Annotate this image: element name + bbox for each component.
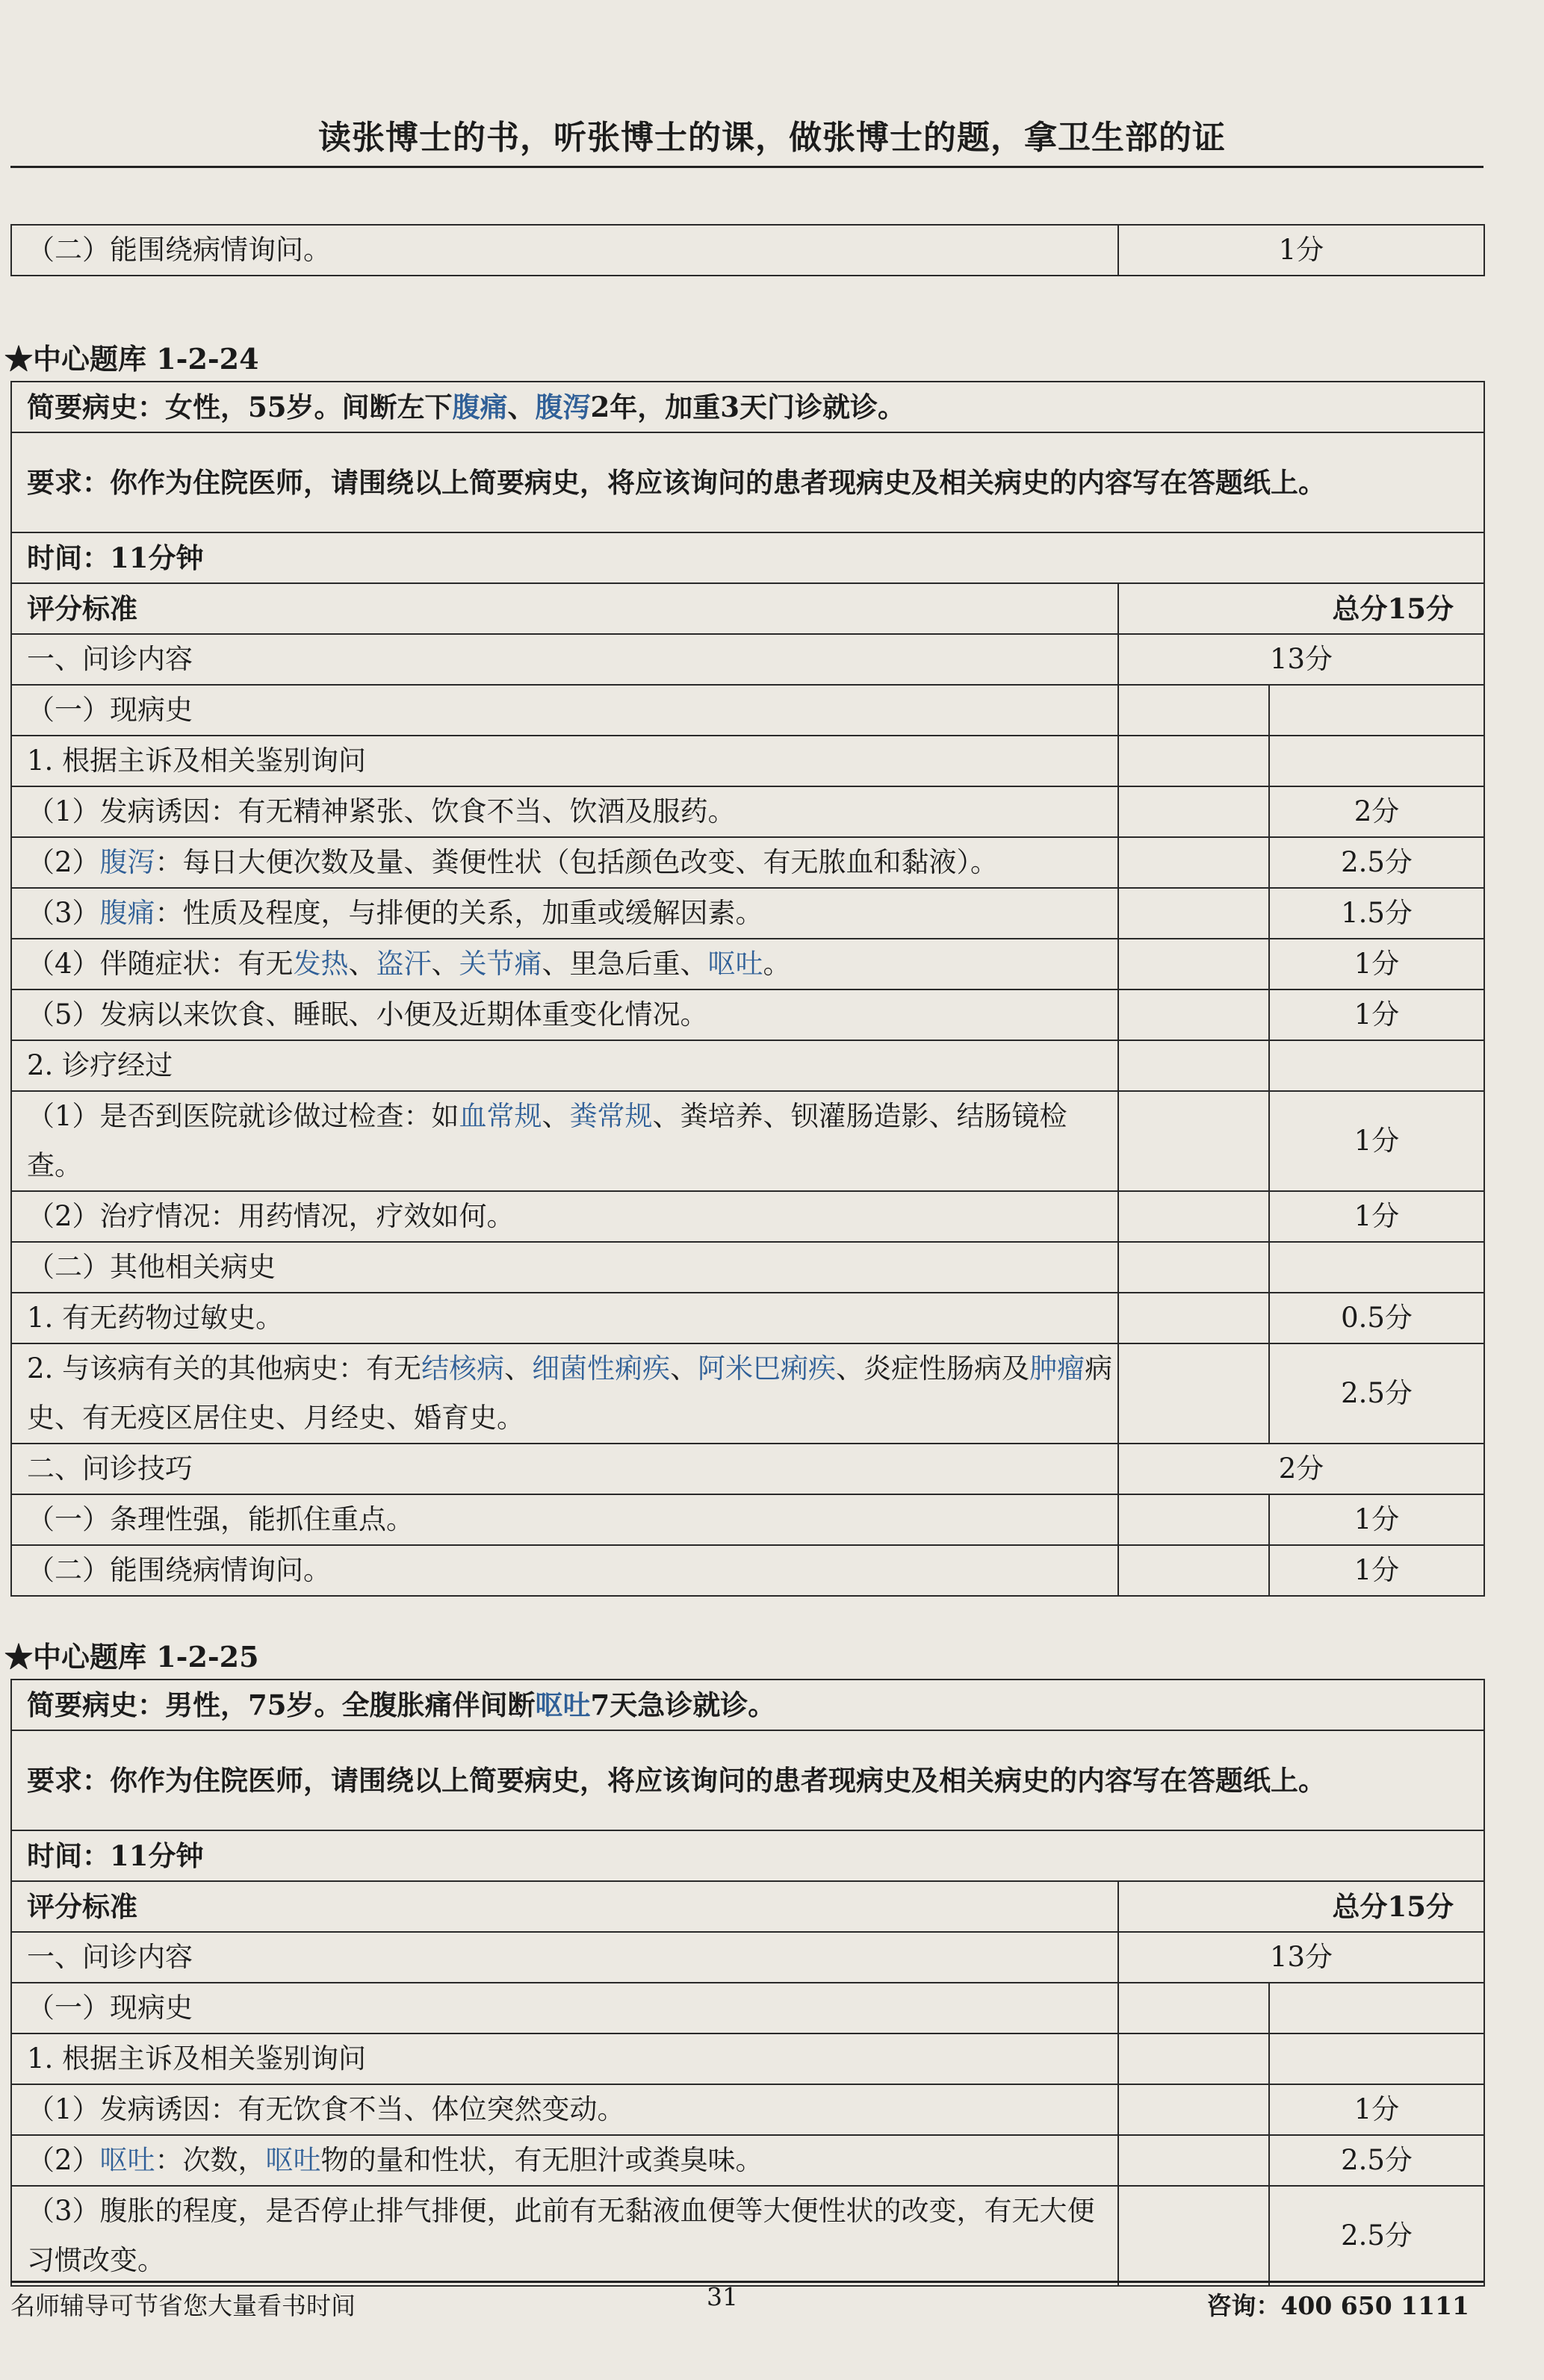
item-score: 1分 [1269,1191,1484,1242]
empty-cell [1118,837,1269,888]
text-segment: （5）发病以来饮食、睡眠、小便及近期体重变化情况。 [27,998,708,1031]
table-row [11,532,1484,583]
text-segment: 、 [542,1100,570,1132]
criteria-item [11,2033,1118,2084]
table-row [11,1494,1484,1545]
empty-cell [1118,2033,1269,2084]
table-row [11,432,1484,532]
highlighted-term: 盗汗 [376,948,432,980]
empty-cell [1118,736,1269,786]
criteria-item [11,1932,1118,1983]
table-row [11,989,1484,1040]
criteria-item [11,888,1118,939]
table-row [11,1830,1484,1881]
table-row [11,1932,1484,1983]
item-score [1269,736,1484,786]
table-row [11,382,1484,432]
footer-contact: 咨询：400 650 1111 [1206,2291,1469,2320]
text-segment: ：次数， [155,2144,266,2176]
item-score: 1分 [1269,1494,1484,1545]
empty-cell [1118,1191,1269,1242]
total-score: 总分15分 [1118,1881,1484,1932]
text-segment: 病史、有无疫区居住史、月经史、婚育史。 [27,1352,1113,1434]
item-score [1269,685,1484,736]
criteria-item [11,989,1118,1040]
text-segment: （3） [27,897,100,929]
text-segment: 、 [431,948,459,980]
criteria-item [11,736,1118,786]
criteria-item [11,1293,1118,1343]
empty-cell [1118,1494,1269,1545]
table-row [11,1983,1484,2033]
table-row [11,1091,1484,1191]
text-segment: 1. 有无药物过敏史。 [27,1302,284,1334]
question-bank-title: ★中心题库 1-2-24 [4,342,259,376]
criteria-label: 评分标准 [11,1881,1118,1932]
item-score: 2.5分 [1269,2186,1484,2286]
table-row [11,1545,1484,1596]
empty-cell [1118,1293,1269,1343]
empty-cell [1118,1091,1269,1191]
empty-cell [1118,888,1269,939]
criteria-item [11,1191,1118,1242]
footer-slogan: 名师辅导可节省您大量看书时间 [10,2291,356,2320]
highlighted-term: 腹痛 [452,391,508,423]
text-segment: （2）治疗情况：用药情况，疗效如何。 [27,1200,515,1232]
text-segment: （1）是否到医院就诊做过检查：如 [27,1100,459,1132]
table-row [11,939,1484,989]
text-segment: 2. 与该病有关的其他病史：有无 [27,1352,422,1385]
section-score: 2分 [1118,1444,1484,1494]
empty-cell [1118,786,1269,837]
criteria-item [11,1983,1118,2033]
question-bank-title: ★中心题库 1-2-25 [4,1640,259,1674]
question-bank-table [10,1679,1485,2287]
time-limit: 时间：11分钟 [11,1830,1484,1881]
text-segment: （2） [27,2144,100,2176]
table-row [11,1680,1484,1730]
table-row [11,2033,1484,2084]
criteria-item [11,685,1118,736]
item-score: 2.5分 [1269,2135,1484,2186]
text-segment: （一）现病史 [27,694,193,726]
criteria-item [11,2084,1118,2135]
text-segment: 简要病史：男性，75岁。全腹胀痛伴间断 [27,1688,536,1721]
text-segment: 。 [763,948,791,980]
item-score: 1分 [1269,939,1484,989]
text-segment: ：性质及程度，与排便的关系，加重或缓解因素。 [155,897,763,929]
table-row [11,225,1484,276]
highlighted-term: 阿米巴痢疾 [698,1352,837,1385]
empty-cell [1118,2186,1269,2286]
table-row [11,1730,1484,1830]
criteria-item [11,1444,1118,1494]
highlighted-term: 呕吐 [265,2144,321,2176]
text-segment: （2） [27,846,100,878]
text-segment: 物的量和性状，有无胆汁或粪臭味。 [320,2144,763,2176]
table-row [11,634,1484,685]
empty-cell [1118,989,1269,1040]
table-row [11,786,1484,837]
time-limit: 时间：11分钟 [11,532,1484,583]
item-score: 1.5分 [1269,888,1484,939]
text-segment: 、 [348,948,376,980]
table-row [11,888,1484,939]
page-header-title: 读张博士的书，听张博士的课，做张博士的题，拿卫生部的证 [318,119,1226,157]
item-score: 2.5分 [1269,1343,1484,1444]
text-segment: 、里急后重、 [542,948,708,980]
criteria-item [11,1040,1118,1091]
text-segment: （1）发病诱因：有无精神紧张、饮食不当、饮酒及服药。 [27,795,736,827]
text-segment: 2. 诊疗经过 [27,1049,173,1081]
item-score: 2分 [1269,786,1484,837]
item-score: 1分 [1269,1545,1484,1596]
text-segment: 1. 根据主诉及相关鉴别询问 [27,745,367,777]
highlighted-term: 腹泻 [535,391,591,423]
table-row [11,1040,1484,1091]
text-segment: （一）条理性强，能抓住重点。 [27,1503,414,1535]
table-row [11,736,1484,786]
empty-cell [1118,1343,1269,1444]
table-row [11,2084,1484,2135]
table-row [11,837,1484,888]
empty-cell [1118,685,1269,736]
page-number: 31 [707,2282,738,2311]
criteria-item [11,1545,1118,1596]
item-score [1269,1040,1484,1091]
item-score: 0.5分 [1269,1293,1484,1343]
highlighted-term: 肿瘤 [1029,1352,1085,1385]
criteria-label: 评分标准 [11,583,1118,634]
text-segment: 、 [670,1352,698,1385]
empty-cell [1118,2084,1269,2135]
criteria-item [11,1091,1118,1191]
text-segment: 一、问诊内容 [27,1941,193,1973]
highlighted-term: 腹泻 [99,846,155,878]
item-score: 1分 [1269,1091,1484,1191]
criteria-item [11,2186,1118,2286]
highlighted-term: 呕吐 [99,2144,155,2176]
criteria-item [11,2135,1118,2186]
section-score: 13分 [1118,634,1484,685]
table-row [11,1293,1484,1343]
header-rule [10,166,1483,168]
text-segment: 、炎症性肠病及 [836,1352,1030,1385]
brief-history [11,382,1484,432]
empty-cell [1118,1983,1269,2033]
item-score: 2.5分 [1269,837,1484,888]
highlighted-term: 结核病 [421,1352,505,1385]
table-row [11,2135,1484,2186]
empty-cell [1118,939,1269,989]
criteria-item [11,1494,1118,1545]
text-segment: （一）现病史 [27,1992,193,2024]
item-score: 1分 [1269,989,1484,1040]
empty-cell [1118,1040,1269,1091]
criteria-item [11,939,1118,989]
text-segment: 一、问诊内容 [27,643,193,675]
table-row [11,1242,1484,1293]
text-segment: 二、问诊技巧 [27,1452,193,1485]
total-score: 总分15分 [1118,583,1484,634]
table-row [11,2186,1484,2286]
exam-requirement: 要求：你作为住院医师，请围绕以上简要病史，将应该询问的患者现病史及相关病史的内容写在答题纸上。 [11,1730,1484,1830]
criteria-item [11,837,1118,888]
text-segment: （4）伴随症状：有无 [27,948,294,980]
highlighted-term: 血常规 [459,1100,542,1132]
empty-cell [1118,1545,1269,1596]
table-row [11,1343,1484,1444]
item-score: 1分 [1269,2084,1484,2135]
highlighted-term: 呕吐 [707,948,763,980]
text-segment: （二）能围绕病情询问。 [27,1554,331,1586]
highlighted-term: 呕吐 [535,1688,591,1721]
top-fragment-text: （二）能围绕病情询问。 [11,225,1118,276]
item-score [1269,2033,1484,2084]
text-segment: （1）发病诱因：有无饮食不当、体位突然变动。 [27,2093,625,2125]
highlighted-term: 粪常规 [569,1100,653,1132]
table-row [11,1881,1484,1932]
highlighted-term: 发热 [293,948,349,980]
text-segment: （3）腹胀的程度，是否停止排气排便，此前有无黏液血便等大便性状的改变，有无大便习惯改变。 [27,2195,1095,2276]
section-score: 13分 [1118,1932,1484,1983]
text-segment: 1. 根据主诉及相关鉴别询问 [27,2042,367,2075]
table-row [11,1444,1484,1494]
top-fragment-table [10,224,1485,276]
highlighted-term: 细菌性痢疾 [532,1352,671,1385]
text-segment: ：每日大便次数及量、粪便性状（包括颜色改变、有无脓血和黏液）。 [155,846,999,878]
text-segment: 简要病史：女性，55岁。间断左下 [27,391,453,423]
brief-history [11,1680,1484,1730]
question-bank-table [10,381,1485,1597]
criteria-item [11,1343,1118,1444]
item-score [1269,1242,1484,1293]
highlighted-term: 腹痛 [99,897,155,929]
empty-cell [1118,1242,1269,1293]
highlighted-term: 关节痛 [459,948,542,980]
text-segment: （二）其他相关病史 [27,1251,276,1283]
footer-rule [10,2281,1483,2283]
text-segment: 、 [504,1352,533,1385]
item-score [1269,1983,1484,2033]
table-row [11,685,1484,736]
criteria-item [11,634,1118,685]
exam-requirement: 要求：你作为住院医师，请围绕以上简要病史，将应该询问的患者现病史及相关病史的内容写在答题纸上。 [11,432,1484,532]
table-row [11,583,1484,634]
text-segment: 7天急诊就诊。 [590,1688,776,1721]
top-fragment-score: 1分 [1118,225,1484,276]
text-segment: 2年，加重3天门诊就诊。 [590,391,905,423]
criteria-item [11,1242,1118,1293]
criteria-item [11,786,1118,837]
text-segment: 、粪培养、钡灌肠造影、结肠镜检查。 [27,1100,1067,1181]
table-row [11,1191,1484,1242]
empty-cell [1118,2135,1269,2186]
text-segment: 、 [507,391,536,423]
